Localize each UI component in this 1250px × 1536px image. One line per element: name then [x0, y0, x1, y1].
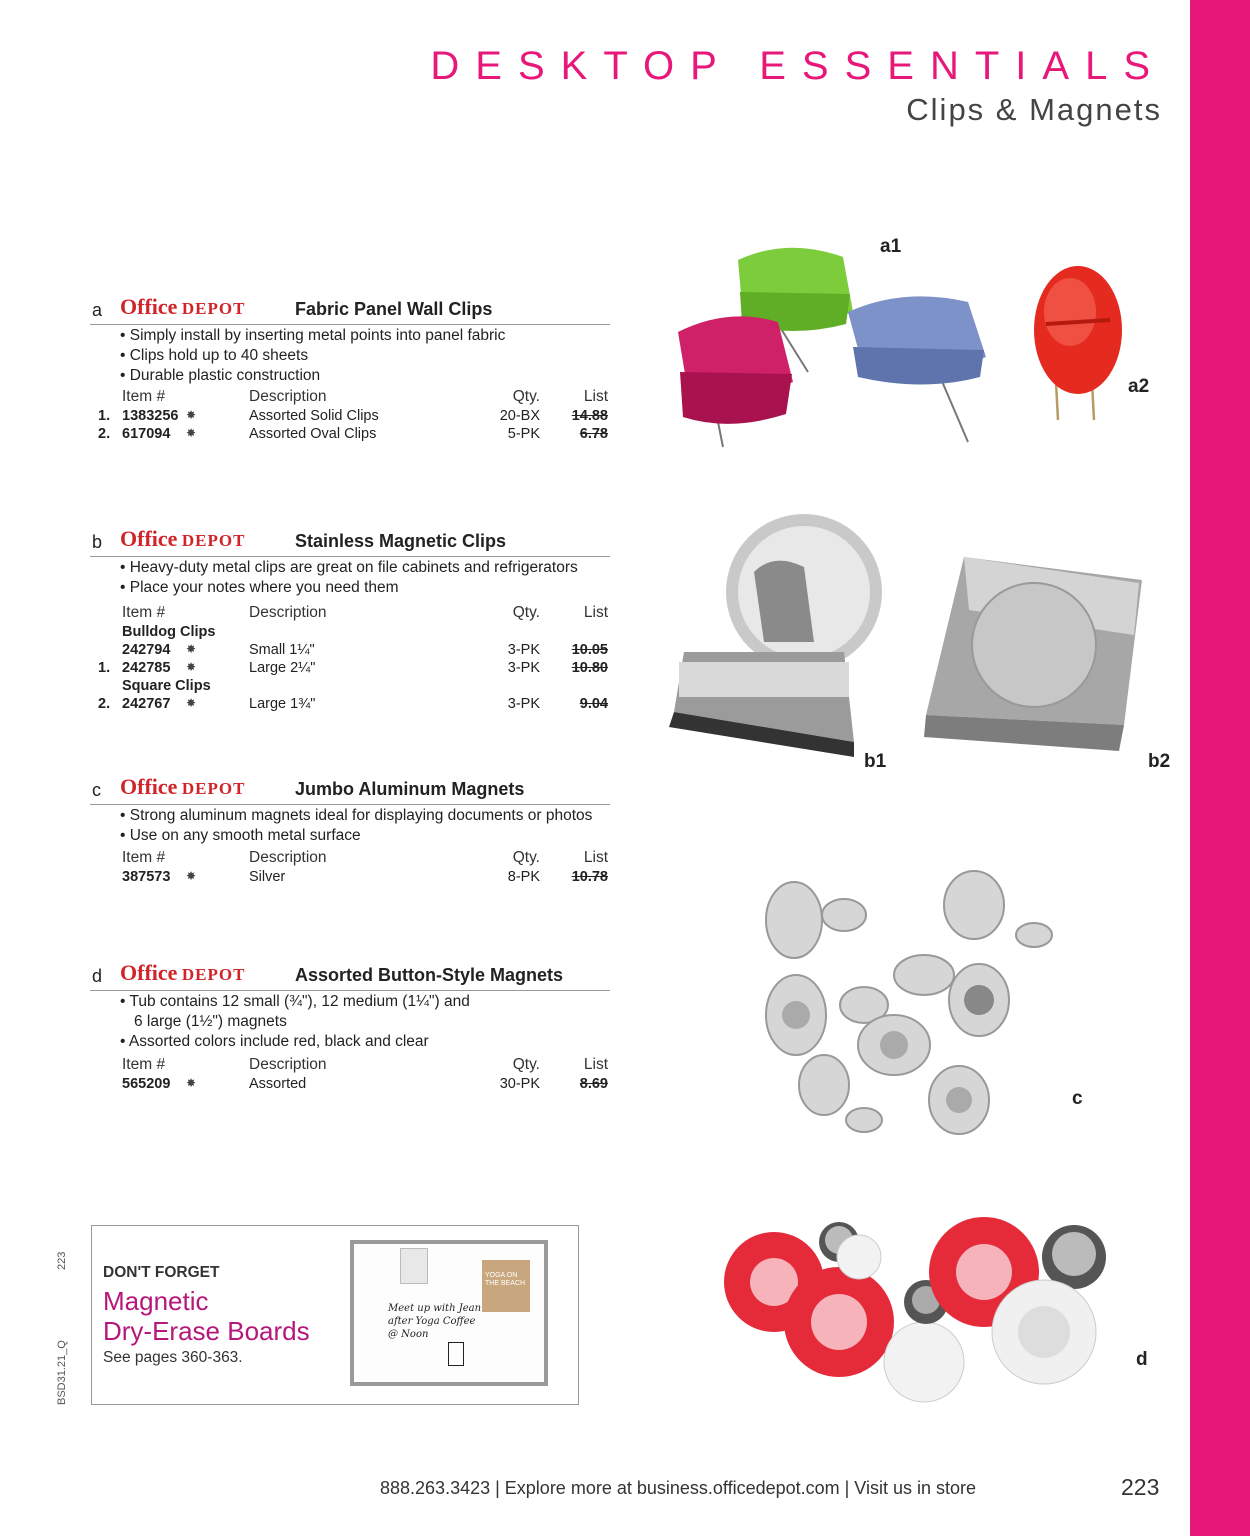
table-header-row: Item # Description Qty. List: [122, 388, 608, 405]
footer-contact: 888.263.3423 | Explore more at business.officedepot.com | Visit us in store: [380, 1478, 977, 1498]
table-subhead: Bulldog Clips: [122, 624, 216, 640]
feature-item: • Use on any smooth metal surface: [120, 826, 610, 846]
feature-item: 6 large (1½") magnets: [134, 1013, 287, 1030]
table-row: 565209 ✸ Assorted 30-PK 8.69: [122, 1076, 608, 1092]
star-icon: ✸: [186, 1076, 197, 1090]
star-icon: ✸: [186, 869, 197, 883]
product-name: Jumbo Aluminum Magnets: [295, 779, 525, 799]
product-section-d: [90, 962, 610, 1094]
table-row: 387573 ✸ Silver 8-PK 10.78: [122, 869, 608, 885]
section-letter: c: [92, 780, 101, 800]
table-row: 2. 617094 ✸ Assorted Oval Clips 5-PK 6.78: [98, 426, 608, 442]
product-name: Stainless Magnetic Clips: [295, 531, 507, 551]
table-subhead: Square Clips: [122, 678, 211, 694]
page-number: 223: [1121, 1474, 1160, 1500]
table-row: 1. 1383256 ✸ Assorted Solid Clips 20-BX 14.88: [98, 408, 608, 424]
table-row: 2. 242767 ✸ Large 1¾" 3-PK 9.04: [98, 696, 608, 712]
page-title: DESKTOP ESSENTIALS: [430, 44, 1166, 88]
image-label-b1: b1: [864, 751, 887, 772]
section-letter: a: [92, 300, 103, 320]
product-section-a: [90, 296, 610, 444]
section-header: [90, 296, 610, 325]
table-header-row: Item # Description Qty. List: [122, 849, 608, 866]
cup-drawing-icon: [448, 1342, 464, 1366]
feature-list: [120, 992, 610, 1052]
feature-item: • Place your notes where you need them: [120, 578, 610, 598]
bulldog-clip-image: [664, 512, 894, 762]
dry-erase-board-image: [350, 1240, 548, 1386]
section-header: [90, 776, 610, 805]
side-catalog-code: BSD31.21_Q: [56, 1340, 68, 1405]
star-icon: ✸: [186, 426, 197, 440]
star-icon: ✸: [186, 408, 197, 422]
star-icon: ✸: [186, 660, 197, 674]
feature-item: • Simply install by inserting metal points into panel fabric: [120, 326, 610, 346]
product-section-b: [90, 528, 610, 714]
table-header-row: Item # Description Qty. List: [122, 1056, 608, 1073]
product-section-c: [90, 776, 610, 887]
product-table: [90, 849, 610, 887]
wall-clips-solid-image: [668, 232, 998, 452]
product-table: [90, 1056, 610, 1094]
feature-item: • Clips hold up to 40 sheets: [120, 346, 610, 366]
accent-side-bar: [1190, 0, 1250, 1536]
brand-logo: Office DEPOT: [120, 960, 246, 985]
wall-clips-oval-image: [1028, 262, 1128, 422]
feature-item: • Heavy-duty metal clips are great on file cabinets and refrigerators: [120, 558, 610, 578]
brand-logo: Office DEPOT: [120, 294, 246, 319]
image-label-a2: a2: [1128, 376, 1150, 397]
image-label-b2: b2: [1148, 751, 1171, 772]
note-paper-icon: [400, 1248, 428, 1284]
handwritten-note: Meet up with Jean after Yoga Coffee @ Noon: [388, 1303, 482, 1340]
brand-logo: Office DEPOT: [120, 774, 246, 799]
section-letter: b: [92, 532, 103, 552]
product-table: [90, 604, 610, 714]
image-label-a1: a1: [880, 236, 902, 257]
promo-eyebrow: DON'T FORGET: [103, 1264, 220, 1281]
table-row: 242794 ✸ Small 1¼" 3-PK 10.05: [122, 642, 608, 658]
section-letter: d: [92, 966, 103, 986]
feature-list: [120, 326, 610, 386]
product-name: Assorted Button-Style Magnets: [295, 965, 564, 985]
square-clip-image: [924, 555, 1146, 755]
section-header: [90, 962, 610, 991]
table-row: 1. 242785 ✸ Large 2¼" 3-PK 10.80: [98, 660, 608, 676]
star-icon: ✸: [186, 696, 197, 710]
side-page-number: 223: [56, 1251, 68, 1270]
image-label-d: d: [1136, 1349, 1148, 1370]
product-table: [90, 388, 610, 444]
feature-item: • Assorted colors include red, black and clear: [120, 1032, 610, 1052]
page-subtitle: Clips & Magnets: [906, 92, 1162, 127]
promo-title: Magnetic Dry-Erase Boards: [103, 1286, 310, 1346]
feature-list: [120, 806, 610, 846]
promo-dry-erase-boards[interactable]: [91, 1225, 579, 1405]
promo-pages-link[interactable]: See pages 360-363.: [103, 1349, 243, 1366]
star-icon: ✸: [186, 642, 197, 656]
aluminum-magnets-image: [754, 860, 1064, 1145]
feature-list: [120, 558, 610, 598]
table-header-row: Item # Description Qty. List: [122, 604, 608, 621]
image-label-c: c: [1072, 1088, 1083, 1109]
section-header: [90, 528, 610, 557]
feature-item: • Tub contains 12 small (¾"), 12 medium (1¼") and: [120, 992, 610, 1012]
feature-item: • Durable plastic construction: [120, 366, 610, 386]
button-magnets-image: [714, 1212, 1134, 1412]
feature-item: • Strong aluminum magnets ideal for displaying documents or photos: [120, 806, 610, 826]
brand-logo: Office DEPOT: [120, 526, 246, 551]
product-name: Fabric Panel Wall Clips: [295, 299, 493, 319]
sticker-image: YOGA ON THE BEACH: [482, 1260, 530, 1312]
